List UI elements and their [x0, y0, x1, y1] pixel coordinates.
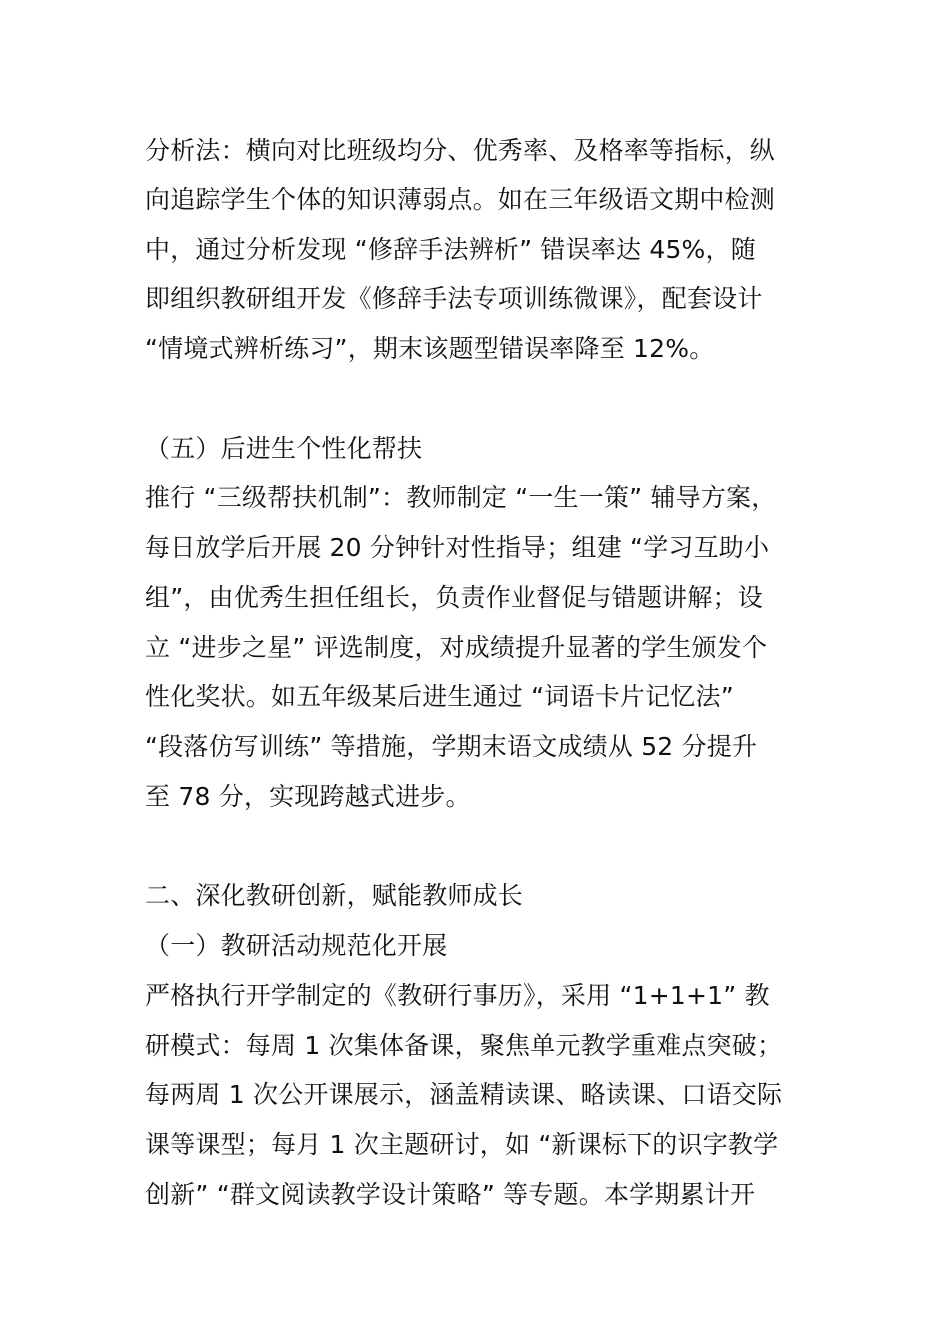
paragraph-line: 组”，由优秀生担任组长，负责作业督促与错题讲解；设	[145, 583, 763, 612]
paragraph-line: 创新” “群文阅读教学设计策略” 等专题。本学期累计开	[145, 1180, 756, 1209]
section-heading: （一）教研活动规范化开展	[145, 931, 448, 960]
section-heading: （五）后进生个性化帮扶	[145, 434, 423, 463]
paragraph-line: 性化奖状。如五年级某后进生通过 “词语卡片记忆法”	[145, 682, 734, 711]
paragraph-line: 向追踪学生个体的知识薄弱点。如在三年级语文期中检测	[145, 185, 776, 214]
paragraph-line: 中，通过分析发现 “修辞手法辨析” 错误率达 45%，随	[145, 235, 756, 264]
paragraph-line: “段落仿写训练” 等措施，学期末语文成绩从 52 分提升	[145, 732, 758, 761]
paragraph-line: 即组织教研组开发《修辞手法专项训练微课》，配套设计	[145, 284, 763, 313]
paragraph-line: 分析法：横向对比班级均分、优秀率、及格率等指标，纵	[145, 136, 776, 165]
paragraph-line: 推行 “三级帮扶机制”：教师制定 “一生一策” 辅导方案，	[145, 483, 777, 512]
paragraph-line: 每两周 1 次公开课展示，涵盖精读课、略读课、口语交际	[145, 1080, 783, 1109]
paragraph-line: “情境式辨析练习”，期末该题型错误率降至 12%。	[145, 334, 715, 363]
paragraph-line: 每日放学后开展 20 分钟针对性指导；组建 “学习互助小	[145, 533, 770, 562]
paragraph-line: 立 “进步之星” 评选制度，对成绩提升显著的学生颁发个	[145, 633, 768, 662]
paragraph-line: 至 78 分，实现跨越式进步。	[145, 782, 471, 811]
paragraph-line: 严格执行开学制定的《教研行事历》，采用 “1+1+1” 教	[145, 981, 770, 1010]
chapter-heading: 二、深化教研创新，赋能教师成长	[145, 881, 524, 910]
paragraph-line: 研模式：每周 1 次集体备课，聚焦单元教学重难点突破；	[145, 1031, 783, 1060]
paragraph-line: 课等课型；每月 1 次主题研讨，如 “新课标下的识字教学	[145, 1130, 779, 1159]
